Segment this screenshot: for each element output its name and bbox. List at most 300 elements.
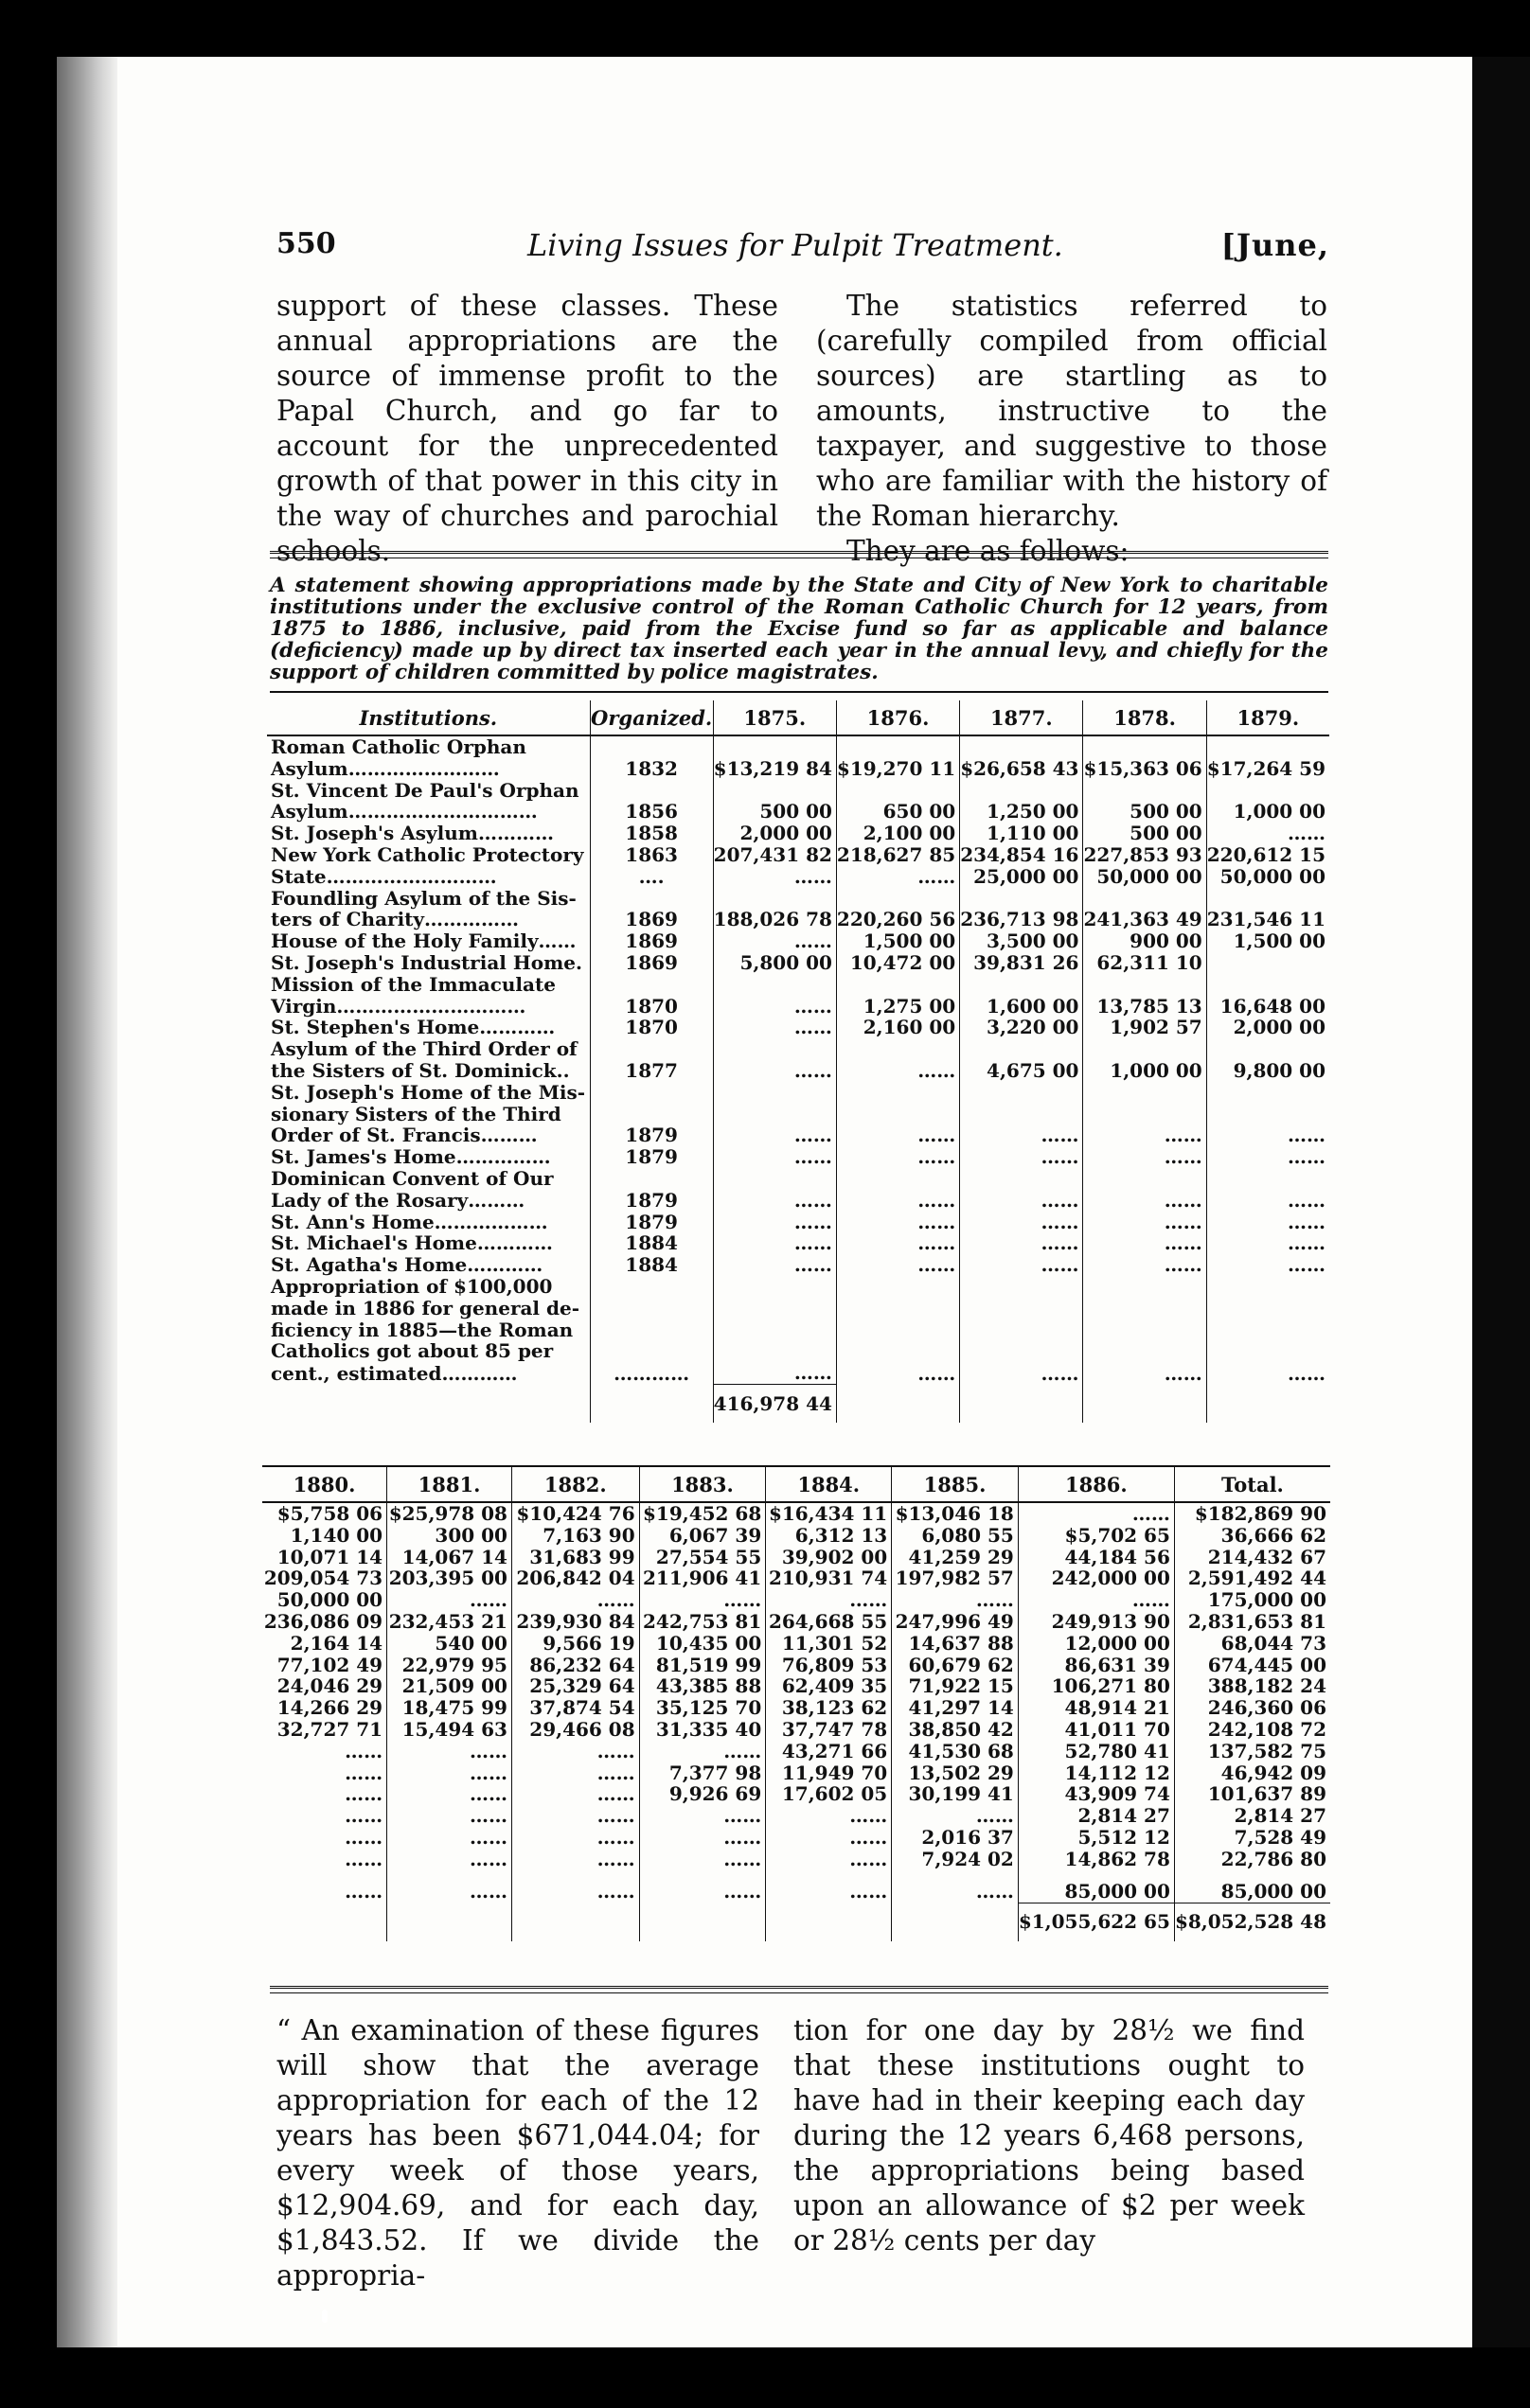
amount-cell <box>713 1276 836 1298</box>
amount-cell: …… <box>511 1762 639 1784</box>
closing-left-text: “ An examination of these figures will show that the average appropriation for each of the 12 years has been $671,044.04; for every week of those years, $12,904.69, and for each day, $1,843.52. If we divide the appropria- <box>276 2014 759 2292</box>
organized-year: 1879 <box>590 1212 713 1233</box>
amount-cell: …… <box>766 1805 892 1827</box>
amount-cell: …… <box>511 1849 639 1870</box>
amount-cell <box>836 735 959 758</box>
amount-cell: 17,602 05 <box>766 1783 892 1805</box>
double-rule-bottom <box>270 1986 1328 1993</box>
amount-cell: 86,631 39 <box>1018 1655 1174 1676</box>
column-header: 1882. <box>511 1466 639 1502</box>
amount-cell: …… <box>639 1870 766 1903</box>
amount-cell: …… <box>639 1741 766 1762</box>
amount-cell: 2,016 37 <box>892 1827 1019 1849</box>
amount-cell: 540 00 <box>387 1633 512 1655</box>
amount-cell: …… <box>836 1254 959 1276</box>
amount-cell: …… <box>387 1827 512 1849</box>
amount-cell <box>1083 974 1206 996</box>
amount-cell <box>836 780 959 802</box>
amount-cell: …… <box>960 1146 1083 1168</box>
table-row <box>262 1827 1330 1849</box>
amount-cell: 137,582 75 <box>1174 1741 1330 1762</box>
amount-cell <box>960 888 1083 910</box>
institution-name: St. Stephen's Home………… <box>271 1016 556 1039</box>
blank-cell <box>267 1384 590 1423</box>
amount-cell: 2,591,492 44 <box>1174 1567 1330 1589</box>
amount-cell: …… <box>960 1212 1083 1233</box>
amount-cell <box>713 1340 836 1362</box>
table-row <box>267 758 1329 780</box>
amount-cell <box>713 1298 836 1319</box>
table-row <box>267 1276 1329 1298</box>
amount-cell: …… <box>639 1589 766 1611</box>
amount-cell: 249,913 90 <box>1018 1611 1174 1633</box>
amount-cell <box>1083 735 1206 758</box>
table-row <box>267 1298 1329 1319</box>
institution-name: made in 1886 for general de- <box>271 1296 580 1319</box>
table-row <box>262 1567 1330 1589</box>
amount-cell: …… <box>713 1060 836 1082</box>
amount-cell <box>713 780 836 802</box>
table-row <box>262 1697 1330 1719</box>
amount-cell: 76,809 53 <box>766 1655 892 1676</box>
amount-cell: 22,979 95 <box>387 1655 512 1676</box>
total-row <box>262 1903 1330 1941</box>
amount-cell: …… <box>387 1783 512 1805</box>
amount-cell: 29,466 08 <box>511 1719 639 1741</box>
amount-cell: …… <box>345 1782 383 1806</box>
amount-cell: …… <box>713 1212 836 1233</box>
grand-total: $8,052,528 48 <box>1174 1903 1330 1941</box>
amount-cell: …… <box>713 930 836 952</box>
amount-cell: $25,978 08 <box>387 1502 512 1525</box>
amount-cell <box>1083 1340 1206 1362</box>
institution-name: St. Michael's Home………… <box>271 1231 553 1255</box>
amount-cell: …… <box>713 1146 836 1168</box>
institution-name: Mission of the Immaculate <box>271 972 556 996</box>
amount-cell: …… <box>713 1232 836 1254</box>
amount-cell: …… <box>345 1847 383 1870</box>
amount-cell <box>1083 1319 1206 1341</box>
amount-cell <box>960 1082 1083 1104</box>
amount-cell <box>1206 974 1329 996</box>
amount-cell: 10,472 00 <box>836 952 959 974</box>
organized-year: 1856 <box>590 801 713 823</box>
amount-cell: 39,902 00 <box>766 1547 892 1568</box>
amount-cell: 41,011 70 <box>1018 1719 1174 1741</box>
institution-name: Asylum………………………… <box>271 800 538 823</box>
amount-cell: 1,140 00 <box>290 1523 383 1547</box>
amount-cell: 197,982 57 <box>892 1567 1019 1589</box>
amount-cell: 86,232 64 <box>511 1655 639 1676</box>
amount-cell: 50,000 00 <box>1083 866 1206 888</box>
amount-cell <box>1083 888 1206 910</box>
amount-cell: …… <box>1083 1362 1206 1384</box>
running-title: Living Issues for Pulpit Treatment. <box>527 227 1063 263</box>
amount-cell: 1,110 00 <box>960 823 1083 844</box>
amount-cell <box>713 1319 836 1341</box>
amount-cell: …… <box>836 1232 959 1254</box>
amount-cell: 43,385 88 <box>639 1675 766 1697</box>
amount-cell: 13,502 29 <box>892 1762 1019 1784</box>
organized-year: 1870 <box>590 996 713 1018</box>
total-1886: $1,055,622 65 <box>1018 1903 1174 1941</box>
amount-cell: 41,259 29 <box>892 1547 1019 1568</box>
amount-cell: …… <box>892 1805 1019 1827</box>
blank-cell <box>892 1903 1019 1941</box>
amount-cell: 5,800 00 <box>713 952 836 974</box>
table-row <box>267 1082 1329 1104</box>
column-header: 1885. <box>892 1466 1019 1502</box>
amount-cell: …… <box>766 1827 892 1849</box>
column-header: 1878. <box>1083 700 1206 735</box>
amount-cell: $13,046 18 <box>892 1502 1019 1525</box>
amount-cell: 247,996 49 <box>892 1611 1019 1633</box>
amount-cell: $10,424 76 <box>511 1502 639 1525</box>
blank-cell <box>387 1903 512 1941</box>
amount-cell: …… <box>511 1827 639 1849</box>
column-header: 1884. <box>766 1466 892 1502</box>
amount-cell <box>836 1168 959 1190</box>
organized-year <box>590 780 713 802</box>
table-row <box>267 1168 1329 1190</box>
amount-cell: …… <box>836 866 959 888</box>
amount-cell <box>960 1104 1083 1125</box>
amount-cell: …… <box>1206 823 1329 844</box>
blank-cell <box>262 1903 387 1941</box>
amount-cell <box>836 1082 959 1104</box>
institution-name: the Sisters of St. Dominick.. <box>271 1058 570 1082</box>
amount-cell: 50,000 00 <box>1206 866 1329 888</box>
table-row <box>267 1038 1329 1060</box>
table-row <box>267 974 1329 996</box>
organized-year: 1879 <box>590 1124 713 1146</box>
column-header: Institutions. <box>267 700 590 735</box>
total-1875: 416,978 44 <box>713 1384 836 1423</box>
amount-cell: …… <box>1206 1232 1329 1254</box>
column-header: 1883. <box>639 1466 766 1502</box>
amount-cell: 13,785 13 <box>1083 996 1206 1018</box>
blank-cell <box>1206 1384 1329 1423</box>
appropriations-table-upper <box>267 700 1329 1423</box>
institution-name: St. Vincent De Paul's Orphan <box>271 778 579 802</box>
amount-cell: …… <box>345 1804 383 1828</box>
amount-cell: 3,500 00 <box>960 930 1083 952</box>
institution-name: Roman Catholic Orphan <box>271 735 526 758</box>
organized-year <box>590 974 713 996</box>
amount-cell: 7,377 98 <box>639 1762 766 1784</box>
column-header: 1877. <box>960 700 1083 735</box>
amount-cell <box>1206 780 1329 802</box>
amount-cell <box>836 1340 959 1362</box>
institution-name: St. Joseph's Industrial Home. <box>271 950 582 974</box>
running-header <box>276 227 1329 271</box>
organized-year: ………… <box>590 1362 713 1384</box>
amount-cell <box>836 974 959 996</box>
amount-cell: 300 00 <box>387 1525 512 1547</box>
amount-cell: …… <box>639 1849 766 1870</box>
organized-year <box>590 1298 713 1319</box>
amount-cell: 6,067 39 <box>639 1525 766 1547</box>
amount-cell: 7,924 02 <box>892 1849 1019 1870</box>
amount-cell: 900 00 <box>1083 930 1206 952</box>
amount-cell: 232,453 21 <box>387 1611 512 1633</box>
amount-cell: $19,270 11 <box>836 758 959 780</box>
closing-right-text: tion for one day by 28½ we find that these institutions ought to have had in their keeping each day during the 12 years 6,468 persons, the appropriations being based upon an allowance of $2 per week or 28½ cents per day <box>793 2014 1305 2257</box>
institution-name: sionary Sisters of the Third <box>271 1102 561 1125</box>
amount-cell: …… <box>836 1060 959 1082</box>
amount-cell: 1,902 57 <box>1083 1017 1206 1038</box>
table-row <box>262 1762 1330 1784</box>
amount-cell: 14,637 88 <box>892 1633 1019 1655</box>
amount-cell: 44,184 56 <box>1018 1547 1174 1568</box>
institution-name: Lady of the Rosary……… <box>271 1188 525 1212</box>
amount-cell: $182,869 90 <box>1174 1502 1330 1525</box>
amount-cell <box>713 974 836 996</box>
column-header: 1876. <box>836 700 959 735</box>
amount-cell: 10,435 00 <box>639 1633 766 1655</box>
amount-cell: $26,658 43 <box>960 758 1083 780</box>
amount-cell: 241,363 49 <box>1083 909 1206 930</box>
amount-cell <box>836 1319 959 1341</box>
amount-cell <box>1206 735 1329 758</box>
total-row <box>267 1384 1329 1423</box>
amount-cell: …… <box>345 1761 383 1784</box>
amount-cell: 85,000 00 <box>1018 1870 1174 1903</box>
organized-year: 1879 <box>590 1190 713 1212</box>
amount-cell: 500 00 <box>1083 823 1206 844</box>
organized-year <box>590 1340 713 1362</box>
amount-cell: 18,475 99 <box>387 1697 512 1719</box>
amount-cell: 77,102 49 <box>276 1653 383 1676</box>
amount-cell: …… <box>960 1254 1083 1276</box>
amount-cell: 9,926 69 <box>639 1783 766 1805</box>
amount-cell: 11,949 70 <box>766 1762 892 1784</box>
intro-right-text: The statistics referred to (carefully compiled from official sources) are startling as to amounts, instructive to the taxpayer, and suggestive to those who are familiar with the history of the Roman hierarchy. <box>816 290 1327 532</box>
amount-cell: …… <box>713 866 836 888</box>
amount-cell: 37,874 54 <box>511 1697 639 1719</box>
intro-left-text: support of these classes. These annual appropriations are the source of immense profit to the Papal Church, and go far to account for the unprecedented growth of that power in this city in the way of churches and parochial schools. <box>276 290 778 567</box>
blank-cell <box>766 1903 892 1941</box>
amount-cell: …… <box>1083 1254 1206 1276</box>
table-row <box>267 780 1329 802</box>
amount-cell <box>713 1168 836 1190</box>
amount-cell: 4,675 00 <box>960 1060 1083 1082</box>
amount-cell: 31,335 40 <box>639 1719 766 1741</box>
table-row <box>262 1783 1330 1805</box>
column-header: 1886. <box>1018 1466 1174 1502</box>
amount-cell: 14,266 29 <box>276 1696 383 1720</box>
table-row <box>262 1719 1330 1741</box>
blank-cell <box>836 1384 959 1423</box>
amount-cell: …… <box>1083 1232 1206 1254</box>
table-row <box>262 1805 1330 1827</box>
amount-cell: 15,494 63 <box>387 1719 512 1741</box>
amount-cell: …… <box>836 1124 959 1146</box>
amount-cell <box>960 1168 1083 1190</box>
amount-cell <box>1206 1298 1329 1319</box>
amount-cell: 7,163 90 <box>511 1525 639 1547</box>
amount-cell: …… <box>713 1017 836 1038</box>
amount-cell: …… <box>1083 1124 1206 1146</box>
amount-cell: 71,922 15 <box>892 1675 1019 1697</box>
amount-cell <box>1083 780 1206 802</box>
amount-cell: …… <box>1018 1502 1174 1525</box>
amount-cell <box>1206 952 1329 974</box>
amount-cell: 220,612 15 <box>1206 844 1329 866</box>
institution-name: ters of Charity…………… <box>271 908 520 931</box>
amount-cell: …… <box>892 1589 1019 1611</box>
amount-cell: …… <box>836 1362 959 1384</box>
amount-cell <box>1083 1168 1206 1190</box>
amount-cell: 231,546 11 <box>1206 909 1329 930</box>
organized-year: 1870 <box>590 1017 713 1038</box>
amount-cell: 52,780 41 <box>1018 1741 1174 1762</box>
amount-cell: $16,434 11 <box>766 1502 892 1525</box>
amount-cell: 12,000 00 <box>1018 1633 1174 1655</box>
table-row <box>267 866 1329 888</box>
table-row <box>267 1340 1329 1362</box>
table-row <box>267 1254 1329 1276</box>
upper-header-row <box>267 700 1329 735</box>
amount-cell <box>1083 1276 1206 1298</box>
amount-cell: 9,566 19 <box>511 1633 639 1655</box>
table-row <box>262 1655 1330 1676</box>
amount-cell <box>713 735 836 758</box>
blank-cell <box>590 1384 713 1423</box>
amount-cell <box>960 735 1083 758</box>
amount-cell: 207,431 82 <box>713 844 836 866</box>
amount-cell: …… <box>1018 1589 1174 1611</box>
organized-year <box>590 1276 713 1298</box>
amount-cell: 1,000 00 <box>1206 801 1329 823</box>
amount-cell: …… <box>960 1362 1083 1384</box>
amount-cell: 1,600 00 <box>960 996 1083 1018</box>
table-row <box>262 1589 1330 1611</box>
amount-cell: …… <box>387 1762 512 1784</box>
institution-name: St. Agatha's Home………… <box>271 1253 543 1277</box>
institution-name: Catholics got about 85 per <box>271 1339 554 1363</box>
amount-cell: …… <box>836 1212 959 1233</box>
table-row <box>262 1849 1330 1870</box>
amount-cell: $15,363 06 <box>1083 758 1206 780</box>
amount-cell: 14,112 12 <box>1018 1762 1174 1784</box>
amount-cell: 22,786 80 <box>1174 1849 1330 1870</box>
amount-cell: …… <box>1206 1146 1329 1168</box>
amount-cell: …… <box>345 1825 383 1849</box>
amount-cell <box>960 780 1083 802</box>
amount-cell: 39,831 26 <box>960 952 1083 974</box>
table-row <box>262 1547 1330 1568</box>
organized-year <box>590 1104 713 1125</box>
organized-year: 1884 <box>590 1254 713 1276</box>
amount-cell: 2,000 00 <box>713 823 836 844</box>
amount-cell: 236,086 09 <box>263 1609 383 1633</box>
amount-cell: 9,800 00 <box>1206 1060 1329 1082</box>
amount-cell: …… <box>713 1124 836 1146</box>
table-row <box>267 1104 1329 1125</box>
amount-cell <box>836 888 959 910</box>
issue-month: [June, <box>1220 227 1329 263</box>
table-row <box>267 735 1329 758</box>
amount-cell: 41,530 68 <box>892 1741 1019 1762</box>
amount-cell: 1,500 00 <box>836 930 959 952</box>
page-number: 550 <box>276 227 336 260</box>
amount-cell: 37,747 78 <box>766 1719 892 1741</box>
table-row <box>267 844 1329 866</box>
amount-cell <box>1206 1276 1329 1298</box>
blank-cell <box>1083 1384 1206 1423</box>
column-header: Organized. <box>590 700 713 735</box>
amount-cell: …… <box>1206 1124 1329 1146</box>
amount-cell: 1,500 00 <box>1206 930 1329 952</box>
table-row <box>267 996 1329 1018</box>
table-row <box>267 952 1329 974</box>
amount-cell <box>1206 1168 1329 1190</box>
institution-name: Asylum…………………… <box>271 756 500 780</box>
organized-year <box>590 1319 713 1341</box>
table-row <box>262 1741 1330 1762</box>
amount-cell: $19,452 68 <box>639 1502 766 1525</box>
amount-cell: 85,000 00 <box>1174 1870 1330 1903</box>
amount-cell: …… <box>960 1232 1083 1254</box>
amount-cell: 242,000 00 <box>1018 1567 1174 1589</box>
amount-cell: 48,914 21 <box>1018 1697 1174 1719</box>
amount-cell: 246,360 06 <box>1174 1697 1330 1719</box>
table-row <box>267 801 1329 823</box>
organized-year <box>590 1038 713 1060</box>
appropriations-table-lower <box>262 1465 1330 1941</box>
institution-name: Dominican Convent of Our <box>271 1166 554 1190</box>
amount-cell: 500 00 <box>1083 801 1206 823</box>
amount-cell: 227,853 93 <box>1083 844 1206 866</box>
table-row <box>262 1502 1330 1525</box>
amount-cell <box>836 1276 959 1298</box>
amount-cell: 2,000 00 <box>1206 1017 1329 1038</box>
amount-cell: 175,000 00 <box>1174 1589 1330 1611</box>
table-row <box>267 930 1329 952</box>
institution-name: cent., estimated………… <box>271 1361 518 1385</box>
table-row <box>267 1212 1329 1233</box>
institution-name: House of the Holy Family…… <box>271 930 577 953</box>
amount-cell: …… <box>836 1190 959 1212</box>
amount-cell <box>1083 1298 1206 1319</box>
amount-cell: …… <box>713 1254 836 1276</box>
institution-name: Appropriation of $100,000 <box>271 1274 553 1298</box>
table-row <box>267 1124 1329 1146</box>
amount-cell <box>960 974 1083 996</box>
table-row <box>267 1017 1329 1038</box>
organized-year <box>590 1082 713 1104</box>
amount-cell: 14,067 14 <box>387 1547 512 1568</box>
amount-cell: $17,264 59 <box>1206 758 1329 780</box>
amount-cell: …… <box>713 1362 836 1384</box>
amount-cell: …… <box>387 1741 512 1762</box>
amount-cell <box>713 1104 836 1125</box>
amount-cell: 236,713 98 <box>960 909 1083 930</box>
amount-cell: …… <box>511 1589 639 1611</box>
table-row <box>262 1525 1330 1547</box>
amount-cell: …… <box>387 1589 512 1611</box>
amount-cell: 68,044 73 <box>1174 1633 1330 1655</box>
amount-cell: 101,637 89 <box>1174 1783 1330 1805</box>
organized-year: …. <box>590 866 713 888</box>
amount-cell <box>713 1082 836 1104</box>
amount-cell <box>1206 1038 1329 1060</box>
amount-cell: …… <box>1206 1212 1329 1233</box>
caption-rule <box>270 691 1328 693</box>
amount-cell: 31,683 99 <box>511 1547 639 1568</box>
amount-cell <box>960 1038 1083 1060</box>
